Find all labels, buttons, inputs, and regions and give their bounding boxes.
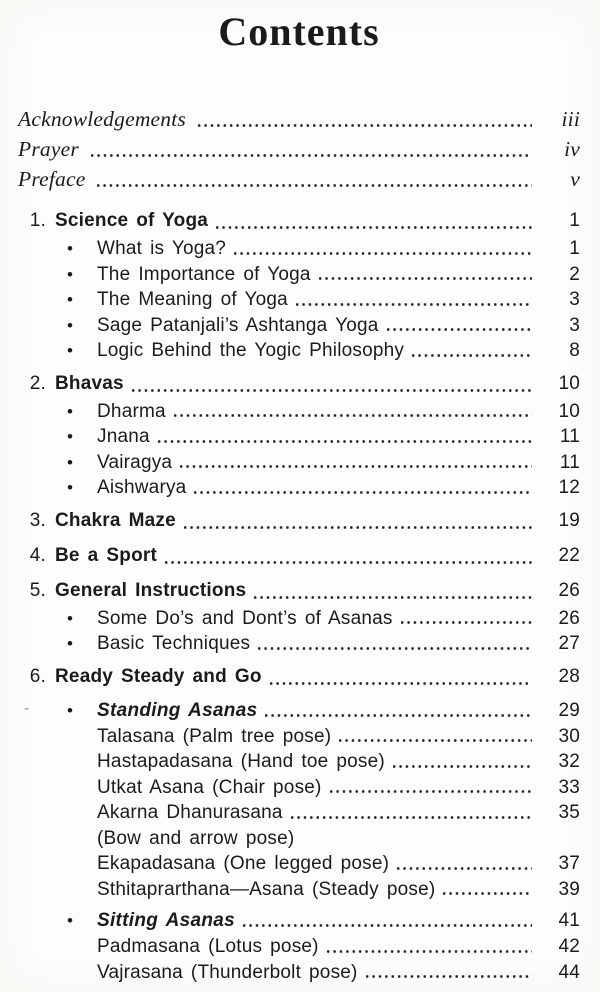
section-title: Ready Steady and Go xyxy=(55,665,262,687)
item-label: Some Do’s and Dont’s of Asanas xyxy=(97,607,393,629)
item-label: Basic Techniques xyxy=(97,633,251,654)
item-label: (Bow and arrow pose) xyxy=(97,827,295,849)
dot-leader xyxy=(196,122,532,129)
section-row xyxy=(18,541,580,571)
item-label: Sthitaprarthana—Asana (Steady pose) xyxy=(97,878,436,900)
front-matter-label: Prayer xyxy=(18,137,79,161)
item-label: Sitting Asanas xyxy=(97,910,235,931)
bullet-icon: • xyxy=(67,427,74,446)
toc-item-row xyxy=(67,399,580,425)
bullet-icon: • xyxy=(67,634,74,653)
toc-item-row xyxy=(67,606,580,632)
table-of-contents xyxy=(18,104,580,985)
page-number: 30 xyxy=(558,725,580,747)
dot-leader xyxy=(399,619,532,626)
dot-leader xyxy=(172,412,532,419)
dot-leader xyxy=(337,737,532,744)
dot-leader xyxy=(317,275,532,282)
front-matter-row xyxy=(18,104,580,134)
dot-leader xyxy=(95,182,532,189)
dot-leader xyxy=(214,224,532,231)
page-number: 41 xyxy=(558,910,580,931)
section-row xyxy=(18,576,580,606)
item-label: Sage Patanjali’s Ashtanga Yoga xyxy=(97,314,379,336)
item-label: Talasana (Palm tree pose) xyxy=(97,725,332,747)
toc-item-row xyxy=(67,851,580,877)
dot-leader xyxy=(410,352,532,359)
item-label: What is Yoga? xyxy=(97,238,227,259)
page-number: 28 xyxy=(558,665,580,687)
toc-item-row xyxy=(67,631,580,657)
front-matter-label: Preface xyxy=(18,167,86,191)
section-number: 5. xyxy=(29,579,46,601)
toc-item-row xyxy=(67,236,580,262)
page-number: 10 xyxy=(558,372,580,394)
item-label: Vajrasana (Thunderbolt pose) xyxy=(97,961,358,983)
section-title: General Instructions xyxy=(55,579,247,601)
page-number: 11 xyxy=(559,426,580,447)
item-label: Utkat Asana (Chair pose) xyxy=(97,776,322,798)
bullet-icon: • xyxy=(67,608,74,628)
front-matter-row xyxy=(18,134,580,164)
page-number: v xyxy=(570,167,580,191)
dot-leader xyxy=(391,763,532,770)
dot-leader xyxy=(364,973,532,980)
dot-leader xyxy=(328,788,532,795)
dot-leader xyxy=(89,152,532,159)
toc-sections xyxy=(18,206,580,985)
page-number: 8 xyxy=(569,340,580,361)
front-matter-list xyxy=(18,104,580,194)
dot-leader xyxy=(178,463,532,470)
page-number: 2 xyxy=(569,263,580,285)
page-number: 1 xyxy=(569,238,580,259)
page-number: 19 xyxy=(558,509,580,531)
item-label: Padmasana (Lotus pose) xyxy=(97,936,319,957)
dot-leader xyxy=(130,387,532,394)
dot-leader xyxy=(156,438,532,445)
page-number: 37 xyxy=(558,853,580,874)
dot-leader xyxy=(263,712,532,719)
page-number: 10 xyxy=(558,400,580,422)
dot-leader xyxy=(232,250,532,257)
bullet-icon: • xyxy=(67,239,74,258)
section-row xyxy=(18,506,580,536)
toc-item-row xyxy=(67,934,580,960)
item-label: Vairagya xyxy=(97,451,173,473)
page-number: 44 xyxy=(558,961,580,983)
item-label: The Meaning of Yoga xyxy=(97,289,288,310)
bullet-icon: • xyxy=(67,290,74,309)
bullet-icon: • xyxy=(67,478,74,497)
dot-leader xyxy=(325,948,532,955)
page-number: iii xyxy=(561,107,580,131)
section-number: 4. xyxy=(29,544,46,566)
dot-leader xyxy=(163,559,532,566)
dot-leader xyxy=(441,890,532,897)
toc-item-row xyxy=(67,262,580,288)
dot-leader xyxy=(395,865,532,872)
dot-leader xyxy=(252,594,532,601)
page-number: 11 xyxy=(559,451,580,473)
dot-leader xyxy=(289,814,532,821)
page-title: Contents xyxy=(218,9,380,54)
item-label: Logic Behind the Yogic Philosophy xyxy=(97,340,405,361)
item-label: Ekapadasana (One legged pose) xyxy=(97,853,390,874)
page-number: 3 xyxy=(569,289,580,310)
page-number: 29 xyxy=(558,699,580,721)
page-number: 32 xyxy=(558,751,580,772)
section-number: 3. xyxy=(29,509,46,531)
front-matter-label: Acknowledgements xyxy=(18,107,186,131)
bullet-icon: • xyxy=(67,401,74,421)
dot-leader xyxy=(268,680,532,687)
toc-item-row xyxy=(67,908,580,934)
toc-item-row xyxy=(67,338,580,364)
toc-item-row xyxy=(67,475,580,501)
toc-item-row xyxy=(67,877,580,903)
toc-item-row xyxy=(67,450,580,476)
dot-leader xyxy=(294,301,532,308)
item-label: Dharma xyxy=(97,400,166,422)
page-number: 1 xyxy=(569,210,580,231)
page-number: 12 xyxy=(558,477,580,498)
section-title: Bhavas xyxy=(55,372,124,394)
toc-item-row xyxy=(67,698,580,724)
toc-item-row xyxy=(67,749,580,775)
item-label: Hastapadasana (Hand toe pose) xyxy=(97,751,385,772)
toc-item-row xyxy=(67,775,580,801)
dot-leader xyxy=(241,922,532,929)
bullet-icon: • xyxy=(67,264,74,284)
toc-item-row xyxy=(67,424,580,450)
page-number: 42 xyxy=(558,936,580,957)
dot-leader xyxy=(182,524,532,531)
bullet-icon: • xyxy=(67,911,74,930)
dot-leader xyxy=(192,489,532,496)
toc-item-row xyxy=(67,724,580,750)
toc-item-row xyxy=(67,313,580,339)
toc-item-row xyxy=(67,826,580,852)
page-number: 26 xyxy=(558,607,580,629)
section-title: Science of Yoga xyxy=(55,210,209,231)
bullet-icon: • xyxy=(67,452,74,472)
bullet-icon: • xyxy=(67,315,74,335)
bullet-icon: • xyxy=(67,341,74,360)
front-matter-row xyxy=(18,164,580,194)
page-number: 26 xyxy=(558,579,580,601)
section-row xyxy=(18,206,580,236)
section-number: 6. xyxy=(29,665,46,687)
page-number: 33 xyxy=(558,776,580,798)
toc-item-row xyxy=(67,960,580,986)
page-number: 22 xyxy=(558,544,580,566)
section-title: Chakra Maze xyxy=(55,509,176,531)
section-number: 2. xyxy=(29,372,46,394)
page-number: 39 xyxy=(558,878,580,900)
section-title: Be a Sport xyxy=(55,544,158,566)
toc-item-row xyxy=(67,287,580,313)
section-row xyxy=(18,369,580,399)
page-number: 27 xyxy=(558,633,580,654)
item-label: Akarna Dhanurasana xyxy=(97,802,283,823)
page-number: 35 xyxy=(558,802,580,823)
page-number: iv xyxy=(564,137,580,161)
bullet-icon: • xyxy=(67,700,74,720)
item-label: The Importance of Yoga xyxy=(97,263,311,285)
dot-leader xyxy=(385,326,533,333)
section-row xyxy=(18,662,580,692)
item-label: Standing Asanas xyxy=(97,699,258,721)
scan-artifact: - xyxy=(24,700,30,717)
item-label: Aishwarya xyxy=(97,477,187,498)
item-label: Jnana xyxy=(97,426,150,447)
toc-item-row xyxy=(67,800,580,826)
page-number: 3 xyxy=(569,314,580,336)
section-number: 1. xyxy=(29,210,46,231)
dot-leader xyxy=(256,645,532,652)
